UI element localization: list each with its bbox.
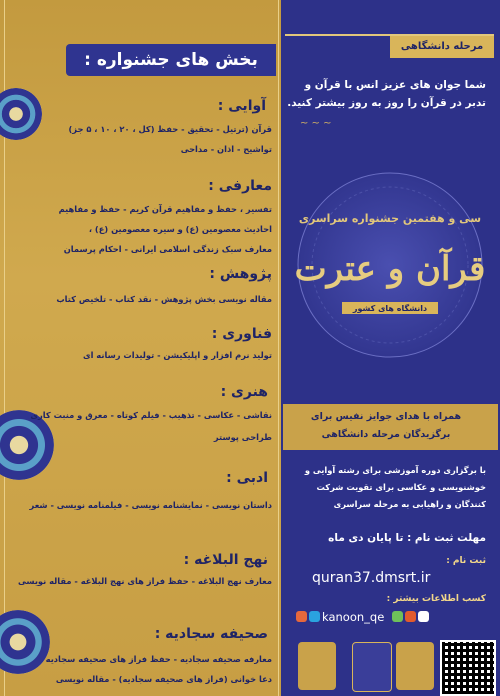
org-emblem-icon xyxy=(298,642,336,690)
training-info xyxy=(281,462,486,513)
section-line: تواشیح - اذان - مداحی xyxy=(180,144,272,154)
calligraphy-main: قرآن و عترت xyxy=(294,249,486,289)
sections-title-bar xyxy=(66,44,276,76)
section-line: داستان نویسی - نمایشنامه نویسی - فیلمنامه نویسی - شعر xyxy=(29,500,272,510)
eitaa-icon[interactable] xyxy=(392,611,403,622)
section-line: معارف نهج البلاغه - حفظ فراز های نهج البلاغه - مقاله نویسی xyxy=(17,576,272,586)
stage-badge: مرحله دانشگاهی xyxy=(390,36,494,58)
prize-line: همراه با هدای جوایز نفیس برای xyxy=(310,411,462,422)
section-line: دعا خوانی (فراز های صحیفه سجادیه) - مقاله نویسی xyxy=(55,674,272,684)
section-heading: معارفی : xyxy=(208,178,272,194)
calligraphy-top: سی و هفتمین جشنواره سراسری xyxy=(298,212,482,225)
bale-icon[interactable] xyxy=(418,611,429,622)
calligraphy-sub: دانشگاه های کشور xyxy=(352,304,428,313)
instagram-icon[interactable] xyxy=(296,611,307,622)
info-line: کنندگان و راهیابی به مرحله سراسری xyxy=(333,499,486,509)
registration-url[interactable]: quran37.dmsrt.ir xyxy=(312,570,431,586)
section-line: نقاشی - عکاسی - تذهیب - فیلم کوتاه - معرق و منبت کاری xyxy=(30,410,272,420)
sections-title: بخش های جشنواره : xyxy=(84,50,258,70)
intro-text xyxy=(276,76,486,112)
registration-deadline: مهلت ثبت نام : تا پایان دی ماه xyxy=(328,532,486,544)
section-line: احادیث معصومین (ع) و سیره معصومین (ع) ، xyxy=(88,224,272,234)
intro-line: تدبر در قرآن را روز به روز بیشتر کنید. xyxy=(287,97,486,109)
prize-text xyxy=(286,408,486,444)
section-heading: پژوهش : xyxy=(209,266,272,282)
more-info-label: کسب اطلاعات بیشتر : xyxy=(386,594,486,604)
section-line: تولید نرم افزار و اپلیکیشن - تولیدات رسانه ای xyxy=(82,350,272,360)
prize-line: برگزیدگان مرحله دانشگاهی xyxy=(321,429,451,440)
section-heading: ادبی : xyxy=(226,470,268,486)
festival-calligraphy-logo xyxy=(290,170,490,360)
section-line: معارف سبک زندگی اسلامی ایرانی - احکام پرسمان xyxy=(63,244,272,254)
section-line: مقاله نویسی بخش پژوهش - نقد کتاب - تلخیص کتاب xyxy=(56,294,272,304)
social-handle[interactable]: kanoon_qe xyxy=(322,610,385,624)
rubika-icon[interactable] xyxy=(405,611,416,622)
signature-mark: ~ ~ ~ xyxy=(300,118,332,129)
section-line: تفسیر ، حفظ و مفاهیم قرآن کریم - حفظ و مفاهیم xyxy=(58,204,272,214)
section-line: طراحی پوستر xyxy=(213,432,272,442)
section-line: معارفه صحیفه سجادیه - حفظ فراز های صحیفه سجادیه xyxy=(45,654,272,664)
telegram-icon[interactable] xyxy=(309,611,320,622)
section-heading: فناوری : xyxy=(211,326,272,342)
register-label: ثبت نام : xyxy=(446,556,486,566)
section-heading: هنری : xyxy=(220,384,268,400)
info-line: خوشنویسی و عکاسی برای تقویت شرکت xyxy=(316,482,486,492)
qr-code-icon[interactable] xyxy=(440,640,496,696)
info-line: با برگزاری دوره آموزشی برای رشته آوایی و xyxy=(304,465,486,475)
intro-line: شما جوان های عزیز انس با قرآن و xyxy=(304,79,486,91)
section-line: قرآن (ترتیل - تحقیق - حفظ (کل ، ۲۰ ، ۱۰ ، ۵ جز) xyxy=(68,124,272,134)
section-heading: نهج البلاغه : xyxy=(183,552,268,568)
university-logo-icon xyxy=(396,642,434,690)
section-heading: آوایی : xyxy=(217,98,266,114)
section-heading: صحیفه سجادیه : xyxy=(154,626,268,642)
university-logo-icon xyxy=(352,642,392,692)
